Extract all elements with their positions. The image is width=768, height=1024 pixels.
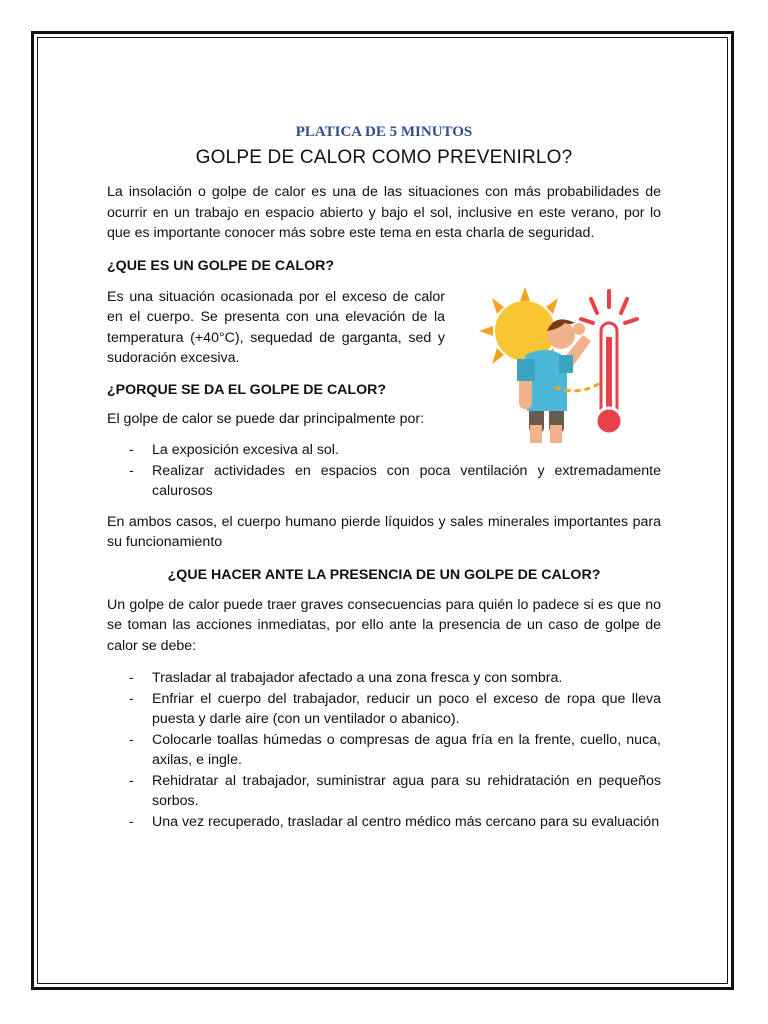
- section-text-what-is: Es una situación ocasionada por el exceso de calor en el cuerpo. Se presenta con una elevación de la temperatura (+40°C), sequedad de garganta, sed y sudoración excesiva.: [107, 288, 445, 366]
- section-text-why: El golpe de calor se puede dar principalmente por:: [107, 410, 425, 427]
- intro-paragraph: La insolación o golpe de calor es una de las situaciones con más probabilidades de ocurrir en un trabajo en espacio abierto y bajo el sol, inclusive en este verano, por lo que es importante conocer más sobre este tema en esta charla de seguridad.: [107, 184, 661, 241]
- section-heading-what-to-do: ¿QUE HACER ANTE LA PRESENCIA DE UN GOLPE DE CALOR?: [167, 566, 601, 583]
- section-text-consequence: En ambos casos, el cuerpo humano pierde líquidos y sales minerales importantes para su funcionamiento: [107, 513, 661, 550]
- list-item: - Trasladar al trabajador afectado a una zona fresca y con sombra.: [107, 668, 661, 689]
- list-item: - La exposición excesiva al sol.: [107, 440, 661, 461]
- list-item: - Una vez recuperado, trasladar al centro médico más cercano para su evaluación: [107, 812, 661, 833]
- actions-list: [107, 668, 661, 832]
- section-heading-why: ¿PORQUE SE DA EL GOLPE DE CALOR?: [107, 381, 387, 398]
- document-subtitle: PLATICA DE 5 MINUTOS: [295, 124, 473, 140]
- causes-list: [107, 440, 661, 502]
- document-title: GOLPE DE CALOR COMO PREVENIRLO?: [195, 147, 573, 168]
- list-item: - Enfriar el cuerpo del trabajador, reducir un poco el exceso de ropa que lleva puesta y darle aire (con un ventilador o abanico).: [107, 689, 661, 730]
- section-heading-what-is: ¿QUE ES UN GOLPE DE CALOR?: [107, 257, 335, 274]
- section-text-what-to-do: Un golpe de calor puede traer graves consecuencias para quién lo padece si es que no se toman las acciones inmediatas, por ello ante la presencia de un caso de golpe de calor se debe:: [107, 596, 661, 654]
- list-item: - Rehidratar al trabajador, suministrar agua para su rehidratación en pequeños sorbos.: [107, 771, 661, 812]
- list-item: - Realizar actividades en espacios con poca ventilación y extremadamente calurosos: [107, 461, 661, 502]
- thermometer-icon: [581, 291, 637, 434]
- document-body: [107, 120, 661, 832]
- list-item: - Colocarle toallas húmedas o compresas de agua fría en la frente, cuello, nuca, axilas, e ingle.: [107, 730, 661, 771]
- heatstroke-illustration: [455, 285, 675, 445]
